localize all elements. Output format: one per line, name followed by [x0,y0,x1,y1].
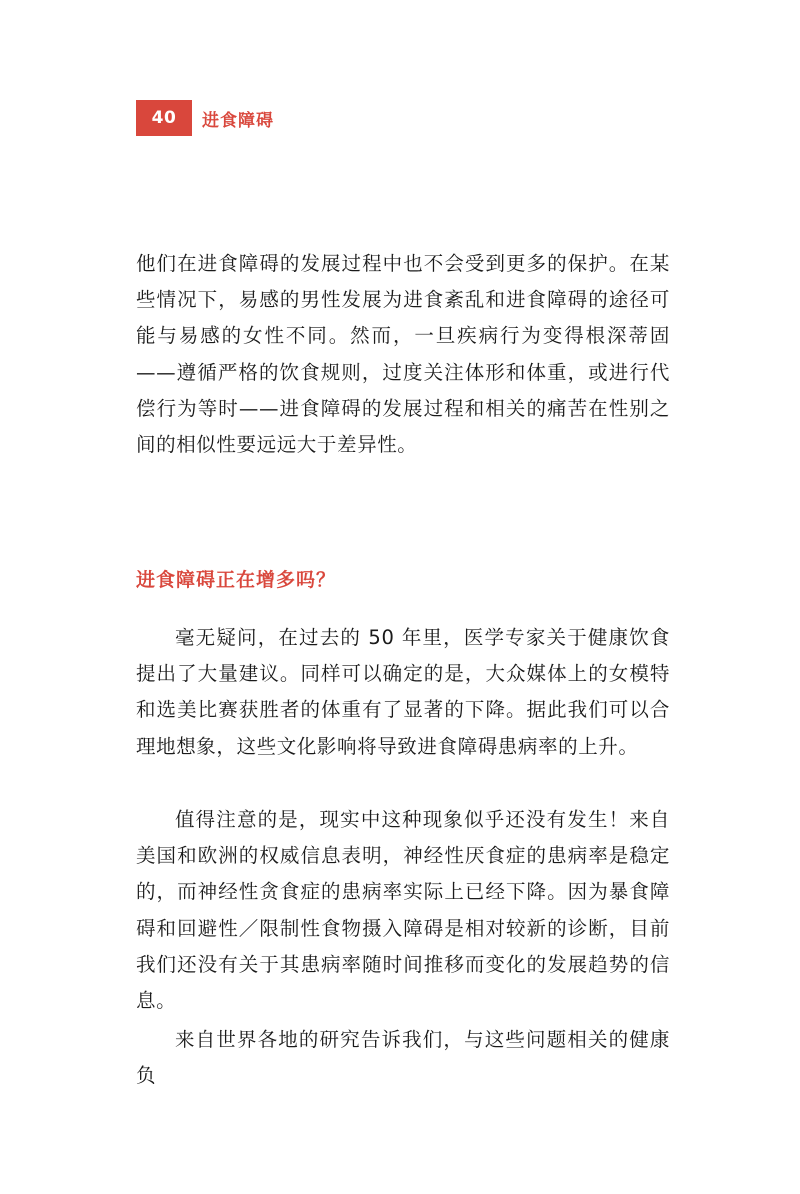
continued-paragraph: 他们在进食障碍的发展过程中也不会受到更多的保护。在某些情况下，易感的男性发展为进食紊乱和进食障碍的途径可能与易感的女性不同。然而，一旦疾病行为变得根深蒂固——遵循严格的饮食规则，过度关注体形和体重，或进行代偿行为等时——进食障碍的发展过程和相关的痛苦在性别之间的相似性要远远大于差异性。 [136,252,670,457]
chapter-title: 进食障碍 [202,110,274,131]
body-paragraph: 来自世界各地的研究告诉我们，与这些问题相关的健康负 [136,1028,670,1088]
page-number: 40 [136,100,192,136]
body-paragraph: 毫无疑问，在过去的 50 年里，医学专家关于健康饮食提出了大量建议。同样可以确定的是，大众媒体上的女模特和选美比赛获胜者的体重有了显著的下降。据此我们可以合理地想象，这些文化影响将导致进食障碍患病率的上升。 [136,626,670,758]
body-paragraph: 值得注意的是，现实中这种现象似乎还没有发生！来自美国和欧洲的权威信息表明，神经性厌食症的患病率是稳定的，而神经性贪食症的患病率实际上已经下降。因为暴食障碍和回避性／限制性食物摄入障碍是相对较新的诊断，目前我们还没有关于其患病率随时间推移而变化的发展趋势的信息。 [136,808,670,1013]
running-header [136,100,274,136]
section-heading: 进食障碍正在增多吗？ [136,569,337,591]
